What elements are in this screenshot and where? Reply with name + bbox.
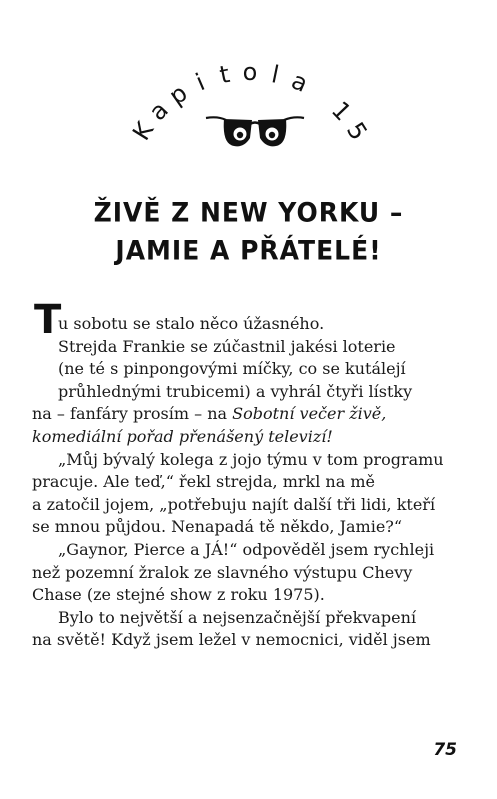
text-line <box>32 584 472 607</box>
line-text: Strejda Frankie se zúčastnil jakési loterie <box>58 336 396 356</box>
line-text: průhlednými trubicemi) a vyhrál čtyři lístky <box>58 381 413 401</box>
line-text: u sobotu se stalo něco úžasného. <box>58 314 325 333</box>
line-text: pracuje. Ale teď,“ řekl strejda, mrkl na mě <box>32 472 375 492</box>
chapter-label-letter: p <box>163 78 193 111</box>
text-line <box>32 336 472 359</box>
text-line <box>32 516 472 539</box>
text-line <box>32 449 472 472</box>
chapter-label-letter: a <box>287 66 312 98</box>
text-line <box>32 539 472 562</box>
chapter-label-letter: l <box>269 60 282 89</box>
page-number: 75 <box>433 740 457 760</box>
text-line <box>32 494 472 517</box>
chapter-label-letter: K <box>127 117 160 146</box>
text-line <box>32 297 472 343</box>
line-text: Bylo to největší a nejsenzačnější překvapení <box>58 607 417 627</box>
line-text: Chase (ze stejné show z roku 1975). <box>32 585 325 605</box>
chapter-label-letter: 5 <box>340 117 373 146</box>
text-line <box>32 471 472 494</box>
chapter-label-letter: 1 <box>325 95 357 127</box>
body-text <box>32 297 472 652</box>
text-line <box>32 562 472 585</box>
chapter-title-line-1: ŽIVĚ Z NEW YORKU – <box>93 196 404 229</box>
line-text: a zatočil jojem, „potřebuju najít další tři lidi, kteří <box>32 494 436 514</box>
glasses-with-eyes-icon <box>204 112 306 152</box>
text-line <box>32 629 472 652</box>
line-italic-text: Sobotní večer živě, <box>232 404 387 424</box>
text-line <box>32 426 472 449</box>
chapter-label-letter: a <box>143 96 174 127</box>
text-line <box>32 358 472 381</box>
drop-cap: T <box>34 297 62 343</box>
chapter-title-line-2: JAMIE A PŘÁTELÉ! <box>115 234 382 267</box>
line-text: se mnou půjdou. Nenapadá tě někdo, Jamie?“ <box>32 517 403 537</box>
line-text: „Gaynor, Pierce a JÁ!“ odpověděl jsem rychleji <box>58 539 435 559</box>
line-text: na světě! Když jsem ležel v nemocnici, viděl jsem <box>32 630 431 650</box>
line-text: než pozemní žralok ze slavného výstupu Chevy <box>32 562 413 582</box>
text-line <box>32 403 472 426</box>
chapter-label-letter: o <box>242 58 258 86</box>
line-text: na – fanfáry prosím – na <box>32 404 233 424</box>
chapter-label-letter: i <box>191 67 209 97</box>
line-text: „Můj bývalý kolega z jojo týmu v tom programu <box>58 449 444 469</box>
chapter-label-letter: t <box>217 59 233 90</box>
line-italic-text: komediální pořad přenášený televizí! <box>32 426 333 446</box>
line-text: (ne té s pinpongovými míčky, co se kutálejí <box>58 359 406 379</box>
text-line <box>32 381 472 404</box>
text-line <box>32 607 472 630</box>
